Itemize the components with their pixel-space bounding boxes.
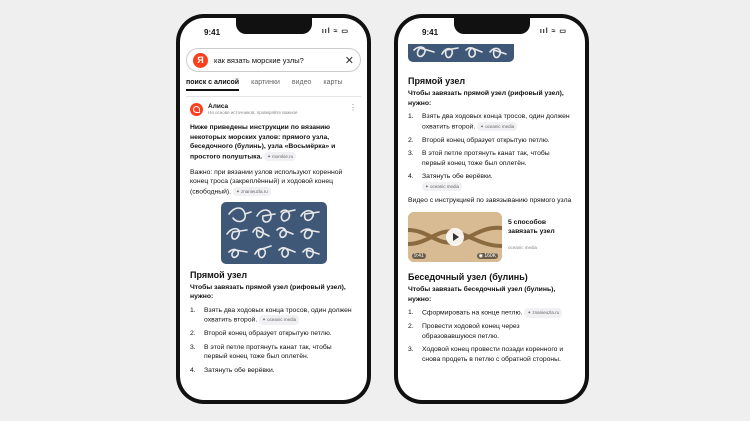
phone-right	[394, 14, 589, 404]
steps-list	[408, 112, 575, 192]
step-number: 1.	[408, 309, 414, 317]
video-views: ◉ 160K	[478, 253, 496, 260]
step-text: Ходовой конец провести позади коренного и снова продеть в петлю с обратной стороны.	[422, 346, 564, 363]
step-number: 2.	[408, 323, 414, 331]
source-badge[interactable]: ✦ znanieuzla.ru	[233, 187, 271, 197]
knots-illustration[interactable]	[408, 44, 514, 62]
video-info	[502, 212, 575, 262]
section2-title: Беседочный узел (булинь)	[408, 272, 528, 283]
step-number: 3.	[190, 343, 196, 351]
list-item	[408, 149, 575, 168]
tab-video[interactable]: видео	[291, 79, 312, 86]
list-item	[190, 366, 357, 376]
content-right	[398, 44, 585, 400]
search-bar[interactable]	[186, 48, 361, 72]
list-item	[408, 172, 575, 192]
step-number: 1.	[408, 113, 414, 120]
alice-name: Алиса	[208, 103, 229, 110]
answer-intro	[190, 123, 357, 162]
status-time: 9:41	[204, 28, 221, 37]
screen-right	[398, 18, 585, 400]
list-item	[190, 343, 357, 362]
step-number: 4.	[408, 173, 414, 181]
step-number: 2.	[190, 330, 196, 338]
tab-images[interactable]: картинки	[251, 79, 280, 86]
source-badge[interactable]: ✦ oceanic media	[477, 122, 517, 132]
play-icon[interactable]	[446, 228, 464, 246]
video-caption: Видео с инструкцией по завязыванию прямого узла	[408, 196, 572, 204]
steps-list	[190, 306, 357, 376]
step-text: Взять два ходовых конца тросов, один должен охватить второй.	[204, 306, 352, 324]
step-number: 3.	[408, 150, 414, 158]
status-icons: ııl ≈ ▭	[321, 28, 349, 35]
step-text: Взять два ходовых конца тросов, один должен охватить второй.	[422, 113, 570, 131]
answer-note	[190, 168, 357, 197]
step-number: 3.	[408, 346, 414, 354]
clear-icon[interactable]: ✕	[344, 54, 354, 67]
list-item	[408, 308, 575, 318]
knots-illustration[interactable]	[221, 202, 327, 264]
section-title: Прямой узел	[190, 269, 248, 280]
section2-lead: Чтобы завязать беседочный узел (булинь), нужно:	[408, 286, 556, 303]
tab-alice-search[interactable]: поиск с алисой	[186, 79, 239, 91]
list-item	[190, 329, 357, 339]
status-icons: ııl ≈ ▭	[539, 28, 567, 35]
step-text: Провести ходовой конец через образовавшуюся петлю.	[422, 323, 520, 340]
list-item	[408, 112, 575, 132]
step-number: 1.	[190, 306, 196, 314]
section-lead: Чтобы завязать прямой узел (рифовый узел), нужно:	[408, 90, 564, 107]
phone-left	[176, 14, 371, 404]
notch	[236, 18, 312, 34]
status-time: 9:41	[422, 28, 439, 37]
step-text: Второй конец образует открытую петлю.	[422, 136, 550, 144]
step-text: Затянуть обе верёвки.	[204, 366, 275, 374]
source-badge[interactable]: ✦ oceanic media	[422, 182, 462, 192]
source-badge[interactable]: ✦ morskie.ru	[264, 152, 296, 162]
list-item	[408, 345, 575, 364]
video-duration: 9:41	[414, 253, 424, 260]
source-badge[interactable]: ✦ oceanic media	[259, 315, 299, 325]
content-left	[180, 48, 367, 400]
screen-left	[180, 18, 367, 400]
list-item	[408, 322, 575, 341]
list-item	[408, 136, 575, 146]
video-source: oceanic media	[508, 245, 538, 251]
step-text: В этой петле протянуть канат так, чтобы первый конец тоже был оплетён.	[422, 150, 550, 167]
step-text: Затянуть обе верёвки.	[422, 173, 493, 181]
search-tabs	[186, 79, 361, 97]
alice-header	[190, 103, 357, 116]
section-title: Прямой узел	[408, 76, 466, 86]
more-menu-icon[interactable]: ⋮	[349, 103, 357, 112]
section-lead: Чтобы завязать прямой узел (рифовый узел), нужно:	[190, 283, 346, 301]
tab-maps[interactable]: карты	[323, 79, 343, 86]
answer-intro-text: Ниже приведены инструкции по вязанию некоторых морских узлов: прямого узла, беседочного (булинь), узла «Восьмёрка» и простого полуштыка.	[190, 124, 336, 161]
source-badge[interactable]: ✦ znanieuzla.ru	[524, 308, 562, 318]
search-input[interactable]: как вязать морские узлы?	[214, 55, 304, 65]
step-text: В этой петле протянуть канат так, чтобы первый конец тоже был оплетён.	[204, 343, 332, 361]
video-title[interactable]: 5 способов завязать узел	[508, 219, 555, 236]
step-text: Второй конец образует открытую петлю.	[204, 330, 332, 338]
video-card[interactable]	[408, 212, 575, 262]
list-item	[190, 306, 357, 326]
notch	[454, 18, 530, 34]
yandex-logo-icon: Я	[193, 53, 208, 68]
steps2-list	[408, 308, 575, 364]
video-thumbnail[interactable]	[408, 212, 502, 262]
alice-subtitle: На основе источников, проверяйте важное	[208, 110, 298, 115]
answer-note-text: Важно: при вязании узлов используют коренной конец троса (закреплённый) и ходовой конец (свободный).	[190, 168, 343, 196]
step-number: 4.	[190, 366, 196, 374]
alice-icon	[190, 103, 203, 116]
step-number: 2.	[408, 136, 414, 144]
step-text: Сформировать на конце петлю.	[422, 309, 523, 317]
